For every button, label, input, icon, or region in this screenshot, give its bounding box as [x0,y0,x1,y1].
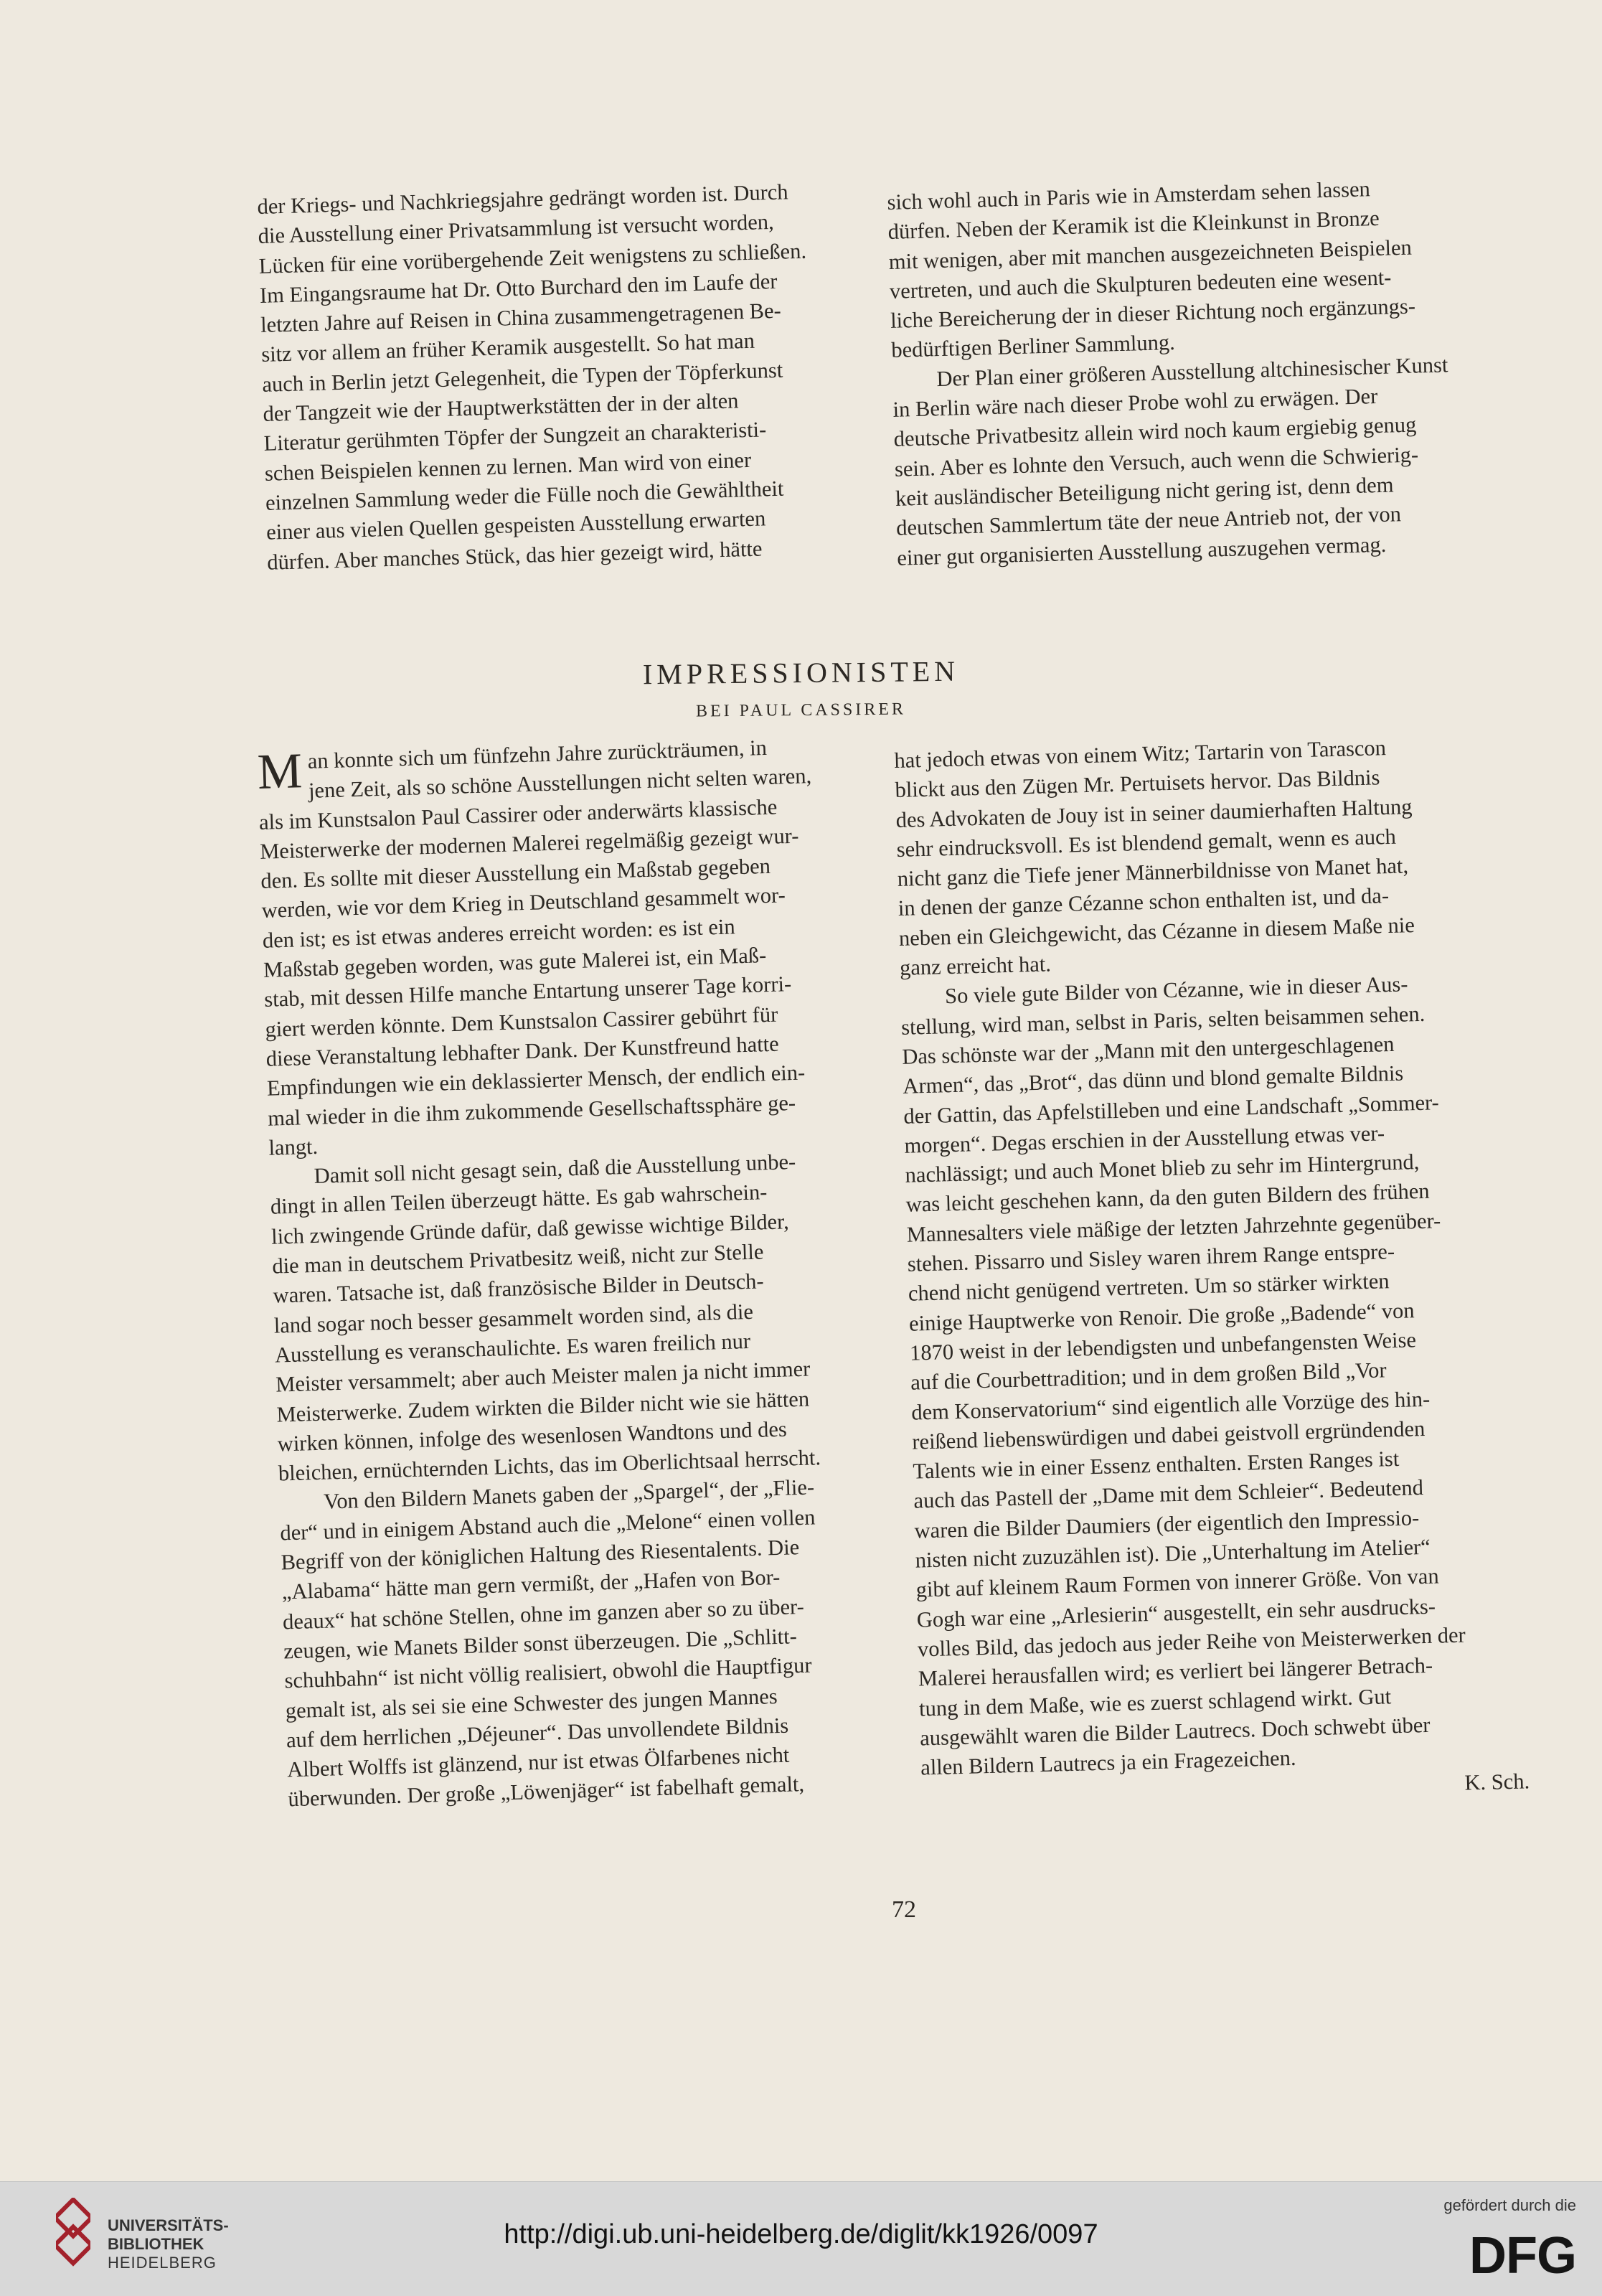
text-line: dem Konservatorium“ sind eigentlich alle Vorzüge des hin- [910,1386,1431,1425]
text-line: Der Plan einer größeren Ausstellung altchinesischer Kunst [936,352,1448,391]
text-line: nisten nicht zuzuzählen ist). Die „Unterhaltung im Atelier“ [915,1534,1431,1573]
text-line: Gogh war eine „Arlesierin“ ausgestellt, ein sehr ausdrucks- [916,1594,1436,1632]
text-line: volles Bild, das jedoch aus jeder Reihe von Meisterwerken der [917,1622,1466,1662]
text-line: überwunden. Der große „Löwenjäger“ ist fabelhaft gemalt, [287,1772,805,1812]
text-line: waren die Bilder Daumiers (der eigentlich den Impressio- [914,1505,1420,1543]
text-line: mit wenigen, aber mit manchen ausgezeichneten Beispielen [888,235,1413,274]
text-line: Albert Wolffs ist glänzend, nur ist etwas Ölfarbenes nicht [286,1742,790,1782]
text-line: bleichen, ernüchternden Lichts, das im Oberlichtsaal herrscht. [278,1445,821,1486]
text-line: dingt in allen Teilen überzeugt hätte. Es gab wahrschein- [270,1180,768,1220]
text-line: den. Es sollte mit dieser Ausstellung ein Maßstab gegeben [260,854,771,894]
text-line: 1870 weist in der lebendigsten und unbefangensten Weise [909,1327,1417,1365]
text-line: zeugen, wie Manets Bilder sonst überzeugen. Die „Schlitt- [283,1624,798,1664]
text-line: bedürftigen Berliner Sammlung. [890,330,1176,363]
text-line: keit ausländischer Beteiligung nicht gering ist, denn dem [895,472,1394,511]
text-line: Armen“, das „Brot“, das dünn und blond gemalte Bildnis [902,1060,1404,1099]
text-line: langt. [268,1134,319,1160]
text-line: den ist; es ist etwas anderes erreicht worden: es ist ein [262,914,736,953]
text-line: Meister versammelt; aber auch Meister malen ja nicht immer [275,1356,811,1397]
text-line: einige Hauptwerke von Renoir. Die große „Badende“ von [908,1297,1415,1336]
text-line: stellung, wird man, selbst in Paris, selten beisammen sehen. [900,1001,1426,1040]
text-line: Von den Bildern Manets gaben der „Spargel“, der „Flie- [323,1474,815,1515]
text-line: blickt aus den Zügen Mr. Pertuisets hervor. Das Bildnis [895,765,1380,803]
text-line: Im Eingangsraume hat Dr. Otto Burchard den im Laufe der [259,268,778,308]
text-line: sitz vor allem an früher Keramik ausgestellt. So hat man [260,329,755,367]
text-line: morgen“. Degas erschien in der Ausstellung etwas ver- [904,1121,1385,1158]
text-line: die Ausstellung einer Privatsammlung ist versucht worden, [258,210,775,249]
text-line: sein. Aber es lohnte den Versuch, auch wenn die Schwierig- [894,442,1419,481]
source-url-link[interactable]: http://digi.ub.uni-heidelberg.de/diglit/kk1926/0097 [504,2219,1098,2249]
text-line: einer aus vielen Quellen gespeisten Ausstellung erwarten [265,506,766,545]
article-paragraph-3 [279,1471,904,1815]
text-line: Damit soll nicht gesagt sein, daß die Ausstellung unbe- [314,1149,796,1189]
text-line: chend nicht genügend vertreten. Um so stärker wirkten [908,1269,1390,1307]
text-line: neben ein Gleichgewicht, das Cézanne in diesem Maße nie [898,912,1415,951]
top-left-column [257,175,883,578]
text-line: vertreten, und auch die Skulpturen bedeuten eine wesent- [889,265,1392,304]
text-line: der“ und in einigem Abstand auch die „Melone“ einen vollen [279,1505,816,1545]
text-line: einzelnen Sammlung weder die Fülle noch die Gewähltheit [265,476,784,515]
text-line: tung in dem Maße, wie es zuerst schlagend wirkt. Gut [918,1683,1392,1721]
text-line: des Advokaten de Jouy ist in seiner daumierhaften Haltung [895,794,1413,832]
article-title: IMPRESSIONISTEN [642,654,960,691]
text-line: nachlässigt; und auch Monet blieb zu sehr im Hintergrund, [905,1149,1420,1187]
text-line: stehen. Pissarro und Sisley waren ihrem Range entspre- [907,1239,1395,1276]
text-line: sich wohl auch in Paris wie in Amsterdam sehen lassen [887,177,1371,215]
text-line: gibt auf kleinem Raum Formen von innerer Größe. Von van [915,1563,1440,1602]
text-line: als im Kunstsalon Paul Cassirer oder anderwärts klassische [258,794,778,834]
text-line: nicht ganz die Tiefe jener Männerbildnisse von Manet hat, [897,853,1409,892]
text-line: Empfindungen wie ein deklassierter Mensch, der endlich ein- [266,1060,806,1101]
library-name-line-1: UNIVERSITÄTS- [108,2216,229,2234]
text-line: reißend liebenswürdigen und dabei geistvoll ergründenden [911,1416,1426,1454]
text-line: ganz erreicht hat. [899,951,1052,980]
article-left-column [257,730,904,1815]
page-number: 72 [892,1896,916,1923]
text-line: letzten Jahre auf Reisen in China zusammengetragenen Be- [260,298,782,338]
text-line: sehr eindrucksvoll. Es ist blendend gemalt, wenn es auch [896,824,1397,862]
library-name-line-3: HEIDELBERG [108,2254,217,2272]
text-line: werden, wie vor dem Krieg in Deutschland gesammelt wor- [261,883,786,923]
text-line: schen Beispielen kennen zu lernen. Man wird von einer [264,447,752,486]
text-line: Meisterwerke der modernen Malerei regelmäßig gezeigt wur- [259,823,799,864]
text-line: Meisterwerke. Zudem wirkten die Bilder nicht wie sie hätten [276,1386,810,1427]
text-line: stab, mit dessen Hilfe manche Entartung unserer Tage korri- [263,971,792,1012]
text-line: So viele gute Bilder von Cézanne, wie in dieser Aus- [944,971,1408,1009]
text-line: deaux“ hat schöne Stellen, ohne im ganzen aber so zu über- [282,1594,805,1634]
text-line: giert werden könnte. Dem Kunstsalon Cassirer gebührt für [265,1002,778,1042]
text-line: auf dem herrlichen „Déjeuner“. Das unvollendete Bildnis [286,1713,789,1753]
funding-note: gefördert durch die [1443,2196,1576,2214]
top-right-paragraph-2 [892,349,1513,573]
author-signature: K. Sch. [1464,1769,1530,1796]
text-line: auch das Pastell der „Dame mit dem Schleier“. Bedeutend [913,1475,1424,1514]
drop-cap: M [256,743,303,800]
article-paragraph-4 [894,730,1515,984]
text-line: schuhbahn“ ist nicht völlig realisiert, obwohl die Hauptfigur [284,1652,812,1693]
text-line: wirken können, infolge des wesenlosen Wandtons und des [277,1416,788,1457]
text-line: waren. Tatsache ist, daß französische Bilder in Deutsch- [273,1269,765,1309]
text-line: was leicht geschehen kann, da den guten Bildern des frühen [905,1179,1431,1218]
text-line: deutschen Sammlertum täte der neue Antrieb not, der von [895,502,1402,541]
text-line: deutsche Privatbesitz allein wird noch kaum ergiebig genug [893,412,1417,452]
text-line: jene Zeit, als so schöne Ausstellungen nicht selten waren, [308,763,812,804]
top-right-paragraph-1 [887,171,1507,366]
text-line: Ausstellung es veranschaulichte. Es waren freilich nur [274,1328,751,1368]
text-line: „Alabama“ hätte man gern vermißt, der „Hafen von Bor- [281,1565,781,1604]
text-line: auch in Berlin jetzt Gelegenheit, die Typen der Töpferkunst [262,357,783,397]
dfg-logo: DFG [1469,2227,1576,2285]
text-line: der Gattin, das Apfelstilleben und eine Landschaft „Sommer- [903,1089,1440,1129]
text-line: Begriff von der königlichen Haltung des Riesentalents. Die [281,1535,800,1575]
top-left-paragraph [257,175,883,578]
article-subtitle: BEI PAUL CASSIRER [695,700,907,721]
paragraph-lines [259,763,812,1159]
text-line: Maßstab gegeben worden, was gute Malerei ist, ein Maß- [263,943,767,982]
text-line: allen Bildern Lautrecs ja ein Fragezeichen. [920,1745,1296,1780]
text-line: dürfen. Neben der Keramik ist die Kleinkunst in Bronze [887,206,1380,245]
text-line: land sogar noch besser gesammelt worden sind, als die [273,1299,754,1338]
text-line: der Kriegs- und Nachkriegsjahre gedrängt worden ist. Durch [257,179,788,219]
text-line: hat jedoch etwas von einem Witz; Tartarin von Tarascon [894,735,1387,773]
text-line: ausgewählt waren die Bilder Lautrecs. Doch schwebt über [919,1712,1431,1751]
text-line: liche Bereicherung der in dieser Richtung noch ergänzungs- [890,293,1416,334]
text-line: Das schönste war der „Mann mit den untergeschlagenen [901,1031,1395,1069]
article-paragraph-1 [257,730,885,1163]
text-line: Talents wie in einer Essenz enthalten. Ersten Ranges ist [913,1446,1400,1484]
article-right-column [894,730,1537,1813]
text-line: diese Veranstaltung lebhafter Dank. Der Kunstfreund hatte [265,1031,780,1071]
first-line: an konnte sich um fünfzehn Jahre zurückträumen, in [307,735,768,773]
text-line: gemalt ist, als sei sie eine Schwester des jungen Mannes [285,1683,778,1723]
text-line: mal wieder in die ihm zukommende Gesellschaftssphäre ge- [267,1090,796,1131]
text-line: Literatur gerühmten Töpfer der Sungzeit an charakteristi- [263,417,767,456]
text-line: dürfen. Aber manches Stück, das hier gezeigt wird, hätte [266,536,763,575]
article-paragraph-5 [900,967,1537,1783]
top-right-column [887,171,1513,573]
text-line: einer gut organisierten Ausstellung auszugehen vermag. [896,532,1387,570]
text-line: Malerei herausfallen wird; es verliert bei längerer Betrach- [918,1652,1433,1691]
text-line: der Tangzeit wie der Hauptwerkstätten der in der alten [263,388,739,426]
text-line: auf die Courbettradition; und in dem großen Bild „Vor [910,1358,1387,1395]
text-line: Lücken für eine vorübergehende Zeit wenigstens zu schließen. [258,238,807,278]
text-line: die man in deutschem Privatbesitz weiß, nicht zur Stelle [271,1239,764,1279]
digitization-footer [0,2181,1602,2296]
text-line: Mannesalters viele mäßige der letzten Jahrzehnte gegenüber- [906,1208,1441,1247]
text-line: lich zwingende Gründe dafür, daß gewisse wichtige Bilder, [270,1209,790,1249]
library-name-line-2: BIBLIOTHEK [108,2235,204,2253]
text-line: in denen der ganze Cézanne schon enthalten ist, und da- [897,883,1390,921]
text-line: in Berlin wäre nach dieser Probe wohl zu erwägen. Der [892,384,1378,422]
article-paragraph-2 [269,1144,894,1489]
